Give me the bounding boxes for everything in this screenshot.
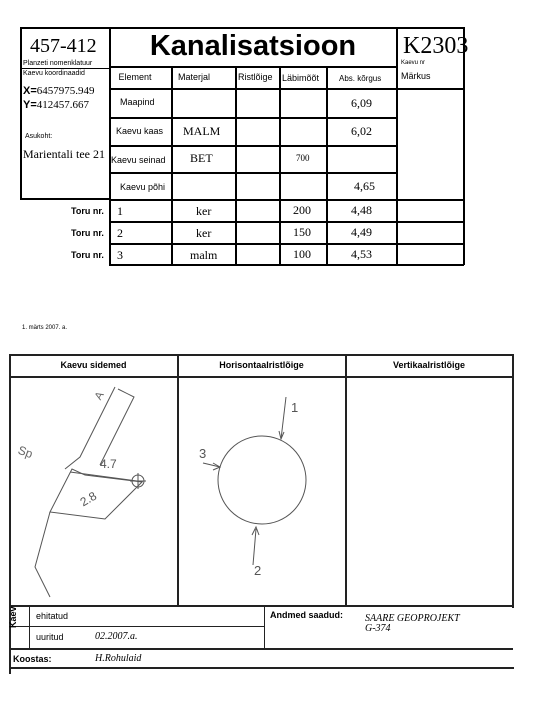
footer-surveyed-value: 02.2007.a.: [95, 631, 138, 642]
row-element-cover: Kaevu kaas: [116, 126, 164, 136]
row-element-bottom: Kaevu põhi: [120, 182, 166, 192]
pipe-mark-2: 2: [254, 563, 262, 578]
row-abs-cover: 6,02: [351, 124, 372, 138]
footer-source-label: Andmed saadud:: [270, 610, 344, 620]
header-element: Element: [118, 72, 152, 82]
nomenclature-label: Planzeti nomenklatuur: [23, 60, 93, 67]
pipe-diameter-2: 150: [293, 225, 311, 239]
header-diameter: Läbimõõt: [282, 73, 320, 83]
well-number: K2303: [403, 33, 469, 59]
pipe-no-3: 3: [117, 248, 123, 262]
card-title: Kanalisatsioon: [149, 30, 357, 62]
horizontal-section-sketch: [178, 377, 345, 605]
sketch-dim-2: 2.8: [77, 488, 100, 510]
pipe-abs-3: 4,53: [351, 247, 372, 261]
pipe-mark-1: 1: [291, 400, 299, 415]
header-abs-height: Abs. kõrgus: [339, 74, 382, 83]
pipe-material-1: ker: [196, 204, 212, 218]
footer-source-code: G-374: [365, 623, 391, 634]
pipe-material-3: malm: [190, 248, 218, 262]
panel-title-horizontal: Horisontaalristlõige: [219, 360, 304, 370]
footer-surveyed-label: uuritud: [36, 632, 64, 642]
panel-title-connections: Kaevu sidemed: [60, 360, 127, 370]
sketch-label-sp: Sp: [16, 442, 35, 462]
pipe-no-2: 2: [117, 226, 123, 240]
sketch-label-a: A: [92, 389, 107, 403]
pipe-mark-3: 3: [199, 446, 207, 461]
header-material: Materjal: [178, 72, 211, 82]
row-abs-bottom: 4,65: [354, 179, 375, 193]
panel-title-vertical: Vertikaalristlõige: [392, 360, 466, 370]
pipe-label-2: Toru nr.: [71, 228, 104, 238]
pipe-diameter-1: 200: [293, 203, 311, 217]
footer-well-side-label: Kaev: [8, 606, 18, 628]
header-note: Märkus: [401, 71, 431, 81]
location-value: Marientali tee 21: [23, 147, 105, 161]
pipe-label-3: Toru nr.: [71, 250, 104, 260]
row-diameter-walls: 700: [296, 153, 310, 163]
row-material-cover: MALM: [183, 124, 221, 138]
footer-source-company: SAARE GEOPROJEKT: [365, 613, 460, 624]
date-note: 1. märts 2007. a.: [22, 325, 68, 331]
row-element-ground: Maapind: [120, 97, 155, 107]
nomenclature-value: 457-412: [30, 35, 97, 57]
header-section: Ristlõige: [238, 72, 273, 82]
footer-author: H.Rohulaid: [95, 653, 142, 664]
pipe-diameter-3: 100: [293, 247, 311, 261]
y-coordinate: Y=412457.667: [23, 99, 90, 111]
row-material-walls: BET: [190, 151, 213, 165]
footer-built-label: ehitatud: [36, 611, 69, 621]
row-abs-ground: 6,09: [351, 96, 372, 110]
row-element-walls: Kaevu seinad: [111, 155, 166, 165]
coords-label: Kaevu koordinaadid: [23, 70, 85, 77]
pipe-no-1: 1: [117, 204, 123, 218]
well-number-label: Kaevu nr: [401, 60, 426, 66]
sketch-dim-1: 4.7: [100, 457, 117, 471]
location-label: Asukoht:: [25, 133, 53, 140]
pipe-label-1: Toru nr.: [71, 206, 104, 216]
footer-author-label: Koostas:: [13, 654, 52, 664]
pipe-material-2: ker: [196, 226, 212, 240]
x-coordinate: X=6457975.949: [23, 85, 95, 97]
pipe-abs-2: 4,49: [351, 225, 372, 239]
pipe-abs-1: 4,48: [351, 203, 372, 217]
